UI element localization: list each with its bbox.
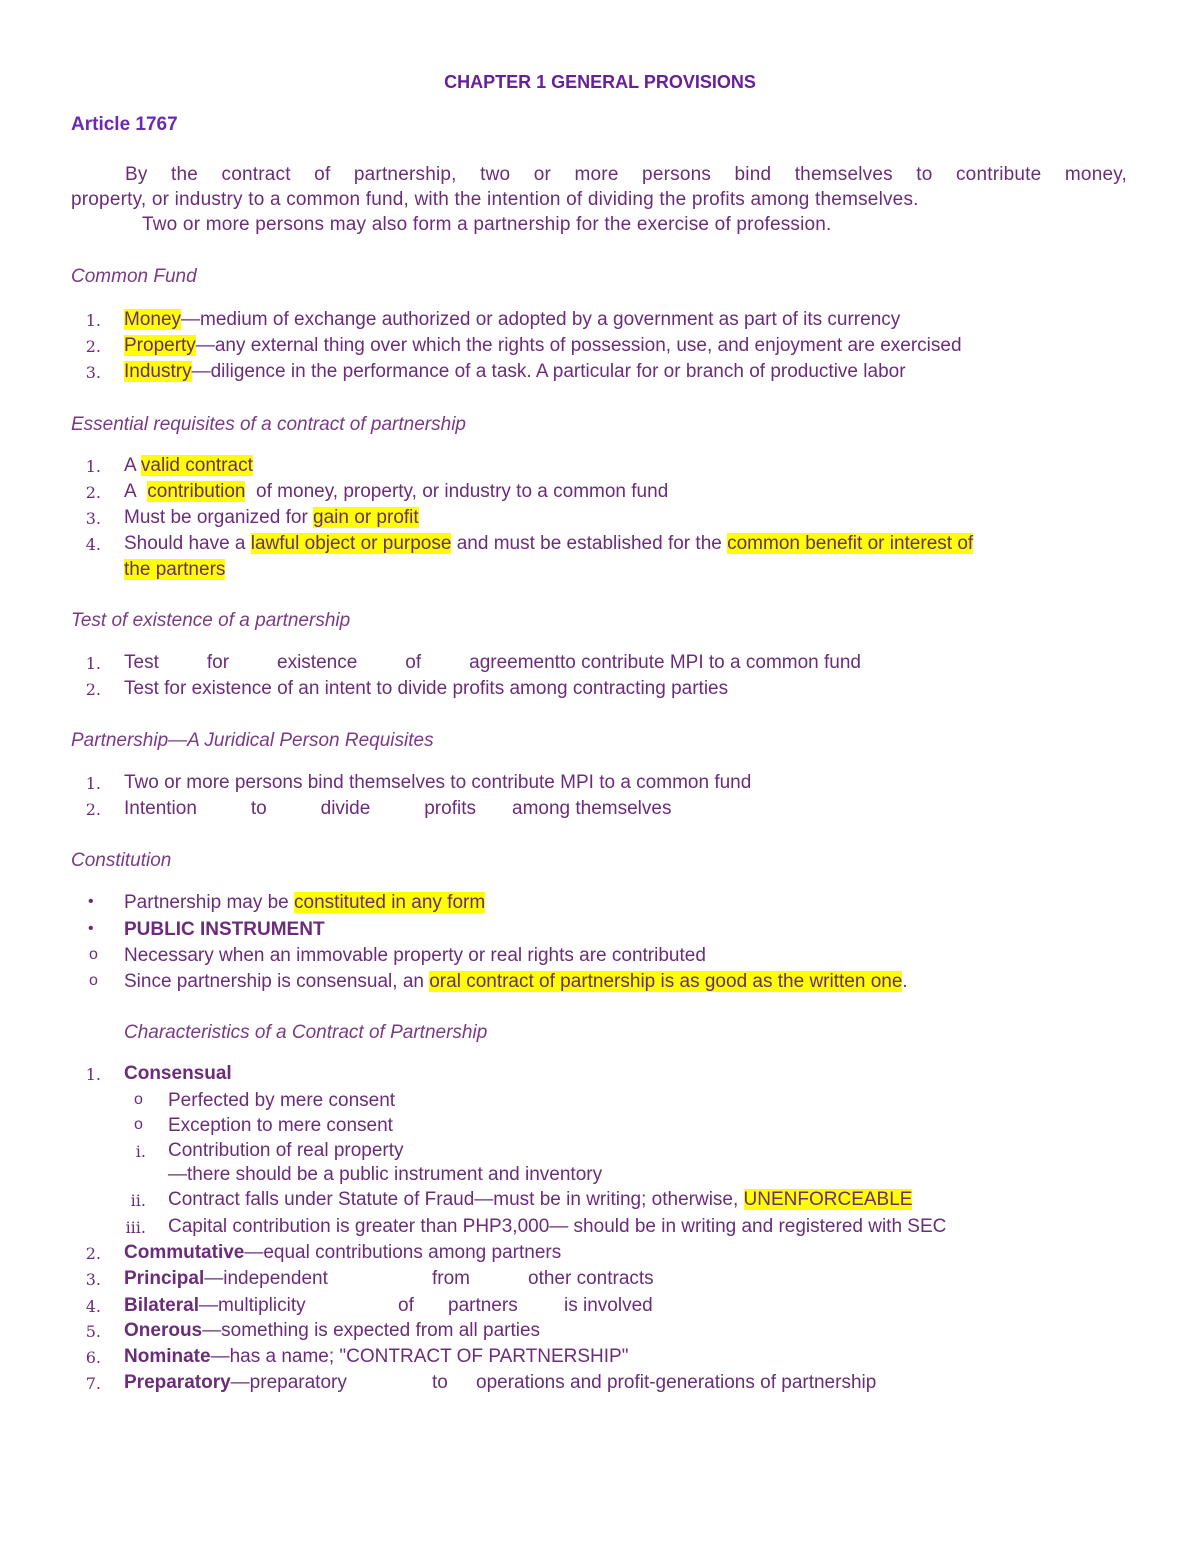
article-line-3: Two or more persons may also form a partnership for the exercise of profession.	[142, 214, 832, 235]
highlighted-text: the partners	[124, 559, 226, 580]
highlighted-term: Money	[124, 309, 182, 330]
list-item	[124, 1346, 628, 1368]
highlighted-term: Property	[124, 335, 196, 356]
list-item-tail: other contracts	[528, 1268, 654, 1289]
article-line-1: By the contract of partnership, two or more persons bind themselves to contribute money,	[125, 164, 1127, 185]
word: to	[250, 798, 267, 819]
sub-bullet-item: Perfected by mere consent	[168, 1090, 396, 1111]
item-text: Should have a	[124, 533, 251, 554]
list-item-tail: is involved	[564, 1295, 653, 1316]
list-number: 1.	[85, 1065, 101, 1084]
list-item-tail: operations and profit-generations of partnership	[476, 1372, 877, 1393]
list-number: 6.	[85, 1348, 101, 1367]
roman-item	[168, 1189, 912, 1211]
bold-term: Commutative	[124, 1242, 245, 1263]
word: existence	[277, 652, 358, 673]
constitution-heading: Constitution	[71, 850, 172, 871]
list-item-tail: to contribute MPI to a common fund	[560, 652, 861, 673]
test-heading: Test of existence of a partnership	[71, 610, 351, 631]
list-item	[124, 455, 253, 477]
highlighted-text: constituted in any form	[294, 892, 486, 913]
list-item: Two or more persons bind themselves to contribute MPI to a common fund	[124, 772, 752, 793]
list-item: Consensual	[124, 1063, 232, 1084]
list-number: 7.	[85, 1374, 101, 1393]
circle-bullet-icon: o	[134, 1116, 143, 1133]
list-item	[124, 533, 973, 555]
item-text: Partnership may be	[124, 892, 295, 913]
list-number: 2.	[85, 1244, 101, 1263]
list-number: 2.	[85, 680, 101, 699]
circle-bullet-icon: o	[89, 946, 98, 963]
term-definition: —any external thing over which the rights of possession, use, and enjoyment are exercised	[195, 335, 962, 356]
word: of	[398, 1295, 414, 1316]
list-item	[124, 1242, 561, 1264]
term-definition: —has a name; "CONTRACT OF PARTNERSHIP"	[210, 1346, 629, 1367]
roman-item-continuation: —there should be a public instrument and inventory	[168, 1164, 603, 1185]
term-definition: —something is expected from all parties	[202, 1320, 541, 1341]
item-text: A	[124, 455, 141, 476]
roman-item: Capital contribution is greater than PHP3,000— should be in writing and registered with SEC	[168, 1216, 947, 1237]
chapter-title: CHAPTER 1 GENERAL PROVISIONS	[444, 72, 756, 92]
term-definition: —medium of exchange authorized or adopted by a government as part of its currency	[181, 309, 901, 330]
highlighted-text: gain or profit	[313, 507, 419, 528]
list-item-tail: among themselves	[512, 798, 672, 819]
list-number: 2.	[85, 483, 101, 502]
list-item	[124, 1320, 540, 1342]
item-text: and must be established for the	[451, 533, 728, 554]
spread-words	[124, 652, 560, 674]
list-item	[124, 309, 900, 331]
term-definition: —preparatory	[230, 1372, 347, 1393]
bullet-item: PUBLIC INSTRUMENT	[124, 919, 325, 940]
list-item	[124, 652, 560, 674]
list-item	[124, 798, 476, 820]
highlighted-text: lawful object or purpose	[250, 533, 452, 554]
list-number: 1.	[85, 774, 101, 793]
item-text: Since partnership is consensual, an	[124, 971, 430, 992]
term-definition: —multiplicity	[198, 1295, 306, 1316]
bold-term: Nominate	[124, 1346, 211, 1367]
circle-bullet-icon: o	[89, 972, 98, 989]
word: divide	[320, 798, 371, 819]
word: Intention	[124, 798, 197, 819]
bold-term: Principal	[124, 1268, 205, 1289]
word: Test	[124, 652, 159, 673]
list-item	[124, 335, 962, 357]
bold-term: Bilateral	[124, 1295, 199, 1316]
word: profits	[424, 798, 476, 819]
characteristics-heading: Characteristics of a Contract of Partnership	[124, 1022, 488, 1043]
term-definition: —independent	[204, 1268, 328, 1289]
article-heading: Article 1767	[71, 114, 178, 135]
list-number: 3.	[85, 509, 101, 528]
word: for	[206, 652, 230, 673]
bullet-icon: •	[88, 893, 94, 910]
common-fund-heading: Common Fund	[71, 266, 197, 287]
roman-number: iii.	[125, 1218, 146, 1237]
bold-term: Preparatory	[124, 1372, 231, 1393]
sub-bullet-item: Necessary when an immovable property or real rights are contributed	[124, 945, 706, 966]
word: to	[432, 1372, 448, 1393]
article-line-2: property, or industry to a common fund, with the intention of dividing the profits among themselves.	[71, 189, 919, 210]
term-definition: —equal contributions among partners	[244, 1242, 562, 1263]
list-item	[124, 507, 419, 529]
list-item	[124, 481, 668, 503]
list-number: 1.	[85, 311, 101, 330]
item-text: of money, property, or industry to a common fund	[256, 481, 669, 502]
highlighted-text: oral contract of partnership is as good as the written one	[429, 971, 903, 992]
list-item-continuation	[124, 559, 225, 581]
circle-bullet-icon: o	[134, 1091, 143, 1108]
list-number: 4.	[85, 535, 101, 554]
roman-item: Contribution of real property	[168, 1140, 404, 1161]
spread-words	[124, 798, 476, 820]
list-number: 2.	[85, 337, 101, 356]
requisites-heading: Essential requisites of a contract of partnership	[71, 414, 466, 435]
list-number: 2.	[85, 800, 101, 819]
juridical-heading: Partnership—A Juridical Person Requisites	[71, 730, 434, 751]
item-text: A	[124, 481, 137, 502]
bullet-item	[124, 892, 485, 914]
highlighted-text: UNENFORCEABLE	[743, 1189, 913, 1210]
item-text: Must be organized for	[124, 507, 314, 528]
list-item	[124, 1295, 306, 1317]
list-number: 5.	[85, 1322, 101, 1341]
bold-term: Onerous	[124, 1320, 203, 1341]
item-text: .	[902, 971, 908, 992]
roman-number: ii.	[130, 1191, 146, 1210]
highlighted-text: contribution	[147, 481, 246, 502]
list-number: 1.	[85, 654, 101, 673]
term-definition: —diligence in the performance of a task. A particular for or branch of productive labor	[191, 361, 906, 382]
word: partners	[448, 1295, 518, 1316]
roman-number: i.	[135, 1142, 146, 1161]
list-item	[124, 1372, 347, 1394]
list-item: Test for existence of an intent to divide profits among contracting parties	[124, 678, 729, 699]
bullet-icon: •	[88, 920, 94, 937]
list-item	[124, 361, 906, 383]
word: from	[432, 1268, 470, 1289]
highlighted-text: valid contract	[140, 455, 253, 476]
list-number: 3.	[85, 363, 101, 382]
list-number: 3.	[85, 1270, 101, 1289]
word: agreement	[469, 652, 560, 673]
highlighted-text: common benefit or interest of	[727, 533, 974, 554]
list-item	[124, 1268, 328, 1290]
list-number: 4.	[85, 1297, 101, 1316]
highlighted-term: Industry	[124, 361, 192, 382]
word: of	[405, 652, 422, 673]
item-text: Contract falls under Statute of Fraud—must be in writing; otherwise,	[168, 1189, 744, 1210]
list-number: 1.	[85, 457, 101, 476]
sub-bullet-item: Exception to mere consent	[168, 1115, 393, 1136]
sub-bullet-item	[124, 971, 908, 993]
